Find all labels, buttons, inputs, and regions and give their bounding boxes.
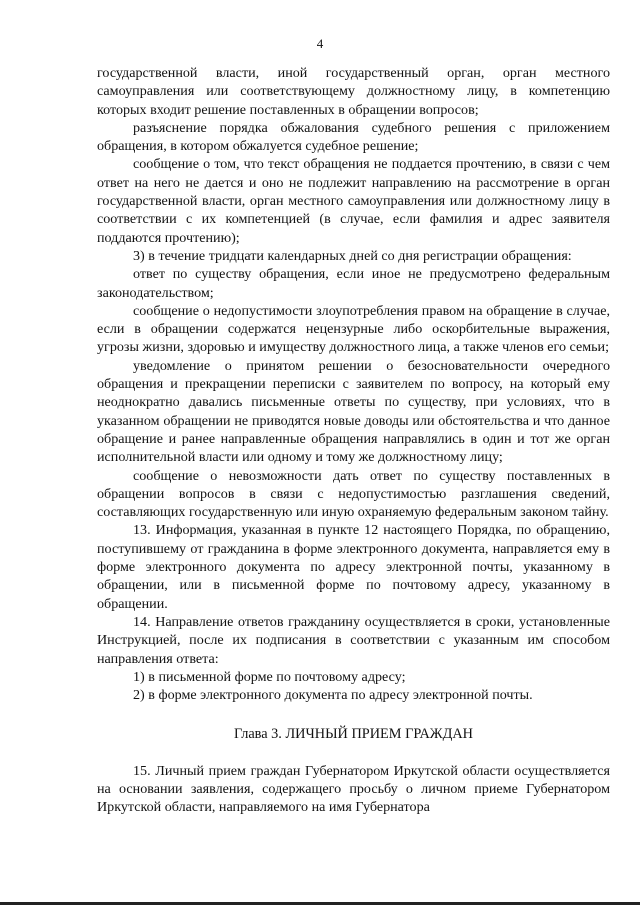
list-item: 1) в письменной форме по почтовому адресу; — [133, 668, 406, 685]
paragraph: ответ по существу обращения, если иное не предусмотрено федеральным законодательством; — [97, 266, 610, 301]
paragraph: разъяснение порядка обжалования судебного решения с приложением обращения, в котором обжалуется судебное решение; — [97, 119, 610, 155]
list-item: 2) в форме электронного документа по адресу электронной почты. — [133, 687, 533, 704]
page-number: 4 — [316, 36, 324, 51]
paragraph: сообщение о невозможности дать ответ по существу поставленных в обращении вопросов в связи с недопустимостью разглашения сведений, составляющих государственную или иную охраняемую федеральным законом тайну. — [97, 467, 610, 521]
paragraph: сообщение о недопустимости злоупотребления правом на обращение в случае, если в обращении содержатся нецензурные либо оскорбительные выражения, угрозы жизни, здоровью и имуществу должностного лица, а также членов его семьи; — [97, 302, 610, 356]
paragraph: уведомление о принятом решении о безосновательности очередного обращения и прекращении переписки с заявителем по вопросу, на который ему неоднократно давались письменные ответы по существу, при условиях, что в указанном обращении не приводятся новые доводы или обстоятельства и что данное обращение и ранее направленные обращения направлялись в один и тот же орган исполнительной власти или одному и тому же должностному лицу; — [97, 357, 610, 466]
paragraph: 13. Информация, указанная в пункте 12 настоящего Порядка, по обращению, поступившему от гражданина в форме электронного документа, направляется ему в форме электронного документа по адресу электронной почты, указанному в обращении, или в письменной форме по почтовому адресу, указанному в обращении. — [97, 522, 610, 612]
paragraph: государственной власти, иной государственный орган, орган местного самоуправления или соответствующему должностному лицу, в компетенцию которых входит решение поставленных в обращении вопросов; — [97, 65, 610, 118]
paragraph: 3) в течение тридцати календарных дней со дня регистрации обращения: — [133, 247, 572, 264]
paragraph: 14. Направление ответов гражданину осуществляется в сроки, установленные Инструкцией, после их подписания в соответствии с указанным им способом направления ответа: — [97, 613, 610, 667]
paragraph: сообщение о том, что текст обращения не поддается прочтению, в связи с чем ответ на него не дается и оно не подлежит направлению на рассмотрение в орган государственной власти, орган местного самоуправления или должностному лицу в соответствии с их компетенцией (в случае, если фамилия и адрес заявителя поддаются прочтению); — [97, 156, 610, 246]
document-body — [97, 64, 610, 817]
paragraph: 15. Личный прием граждан Губернатором Иркутской области осуществляется на основании заявления, содержащего просьбу о личном приеме Губернатором Иркутской области, направляемого на имя Губернатора — [97, 762, 610, 816]
chapter-title: Глава 3. ЛИЧНЫЙ ПРИЕМ ГРАЖДАН — [234, 726, 473, 743]
